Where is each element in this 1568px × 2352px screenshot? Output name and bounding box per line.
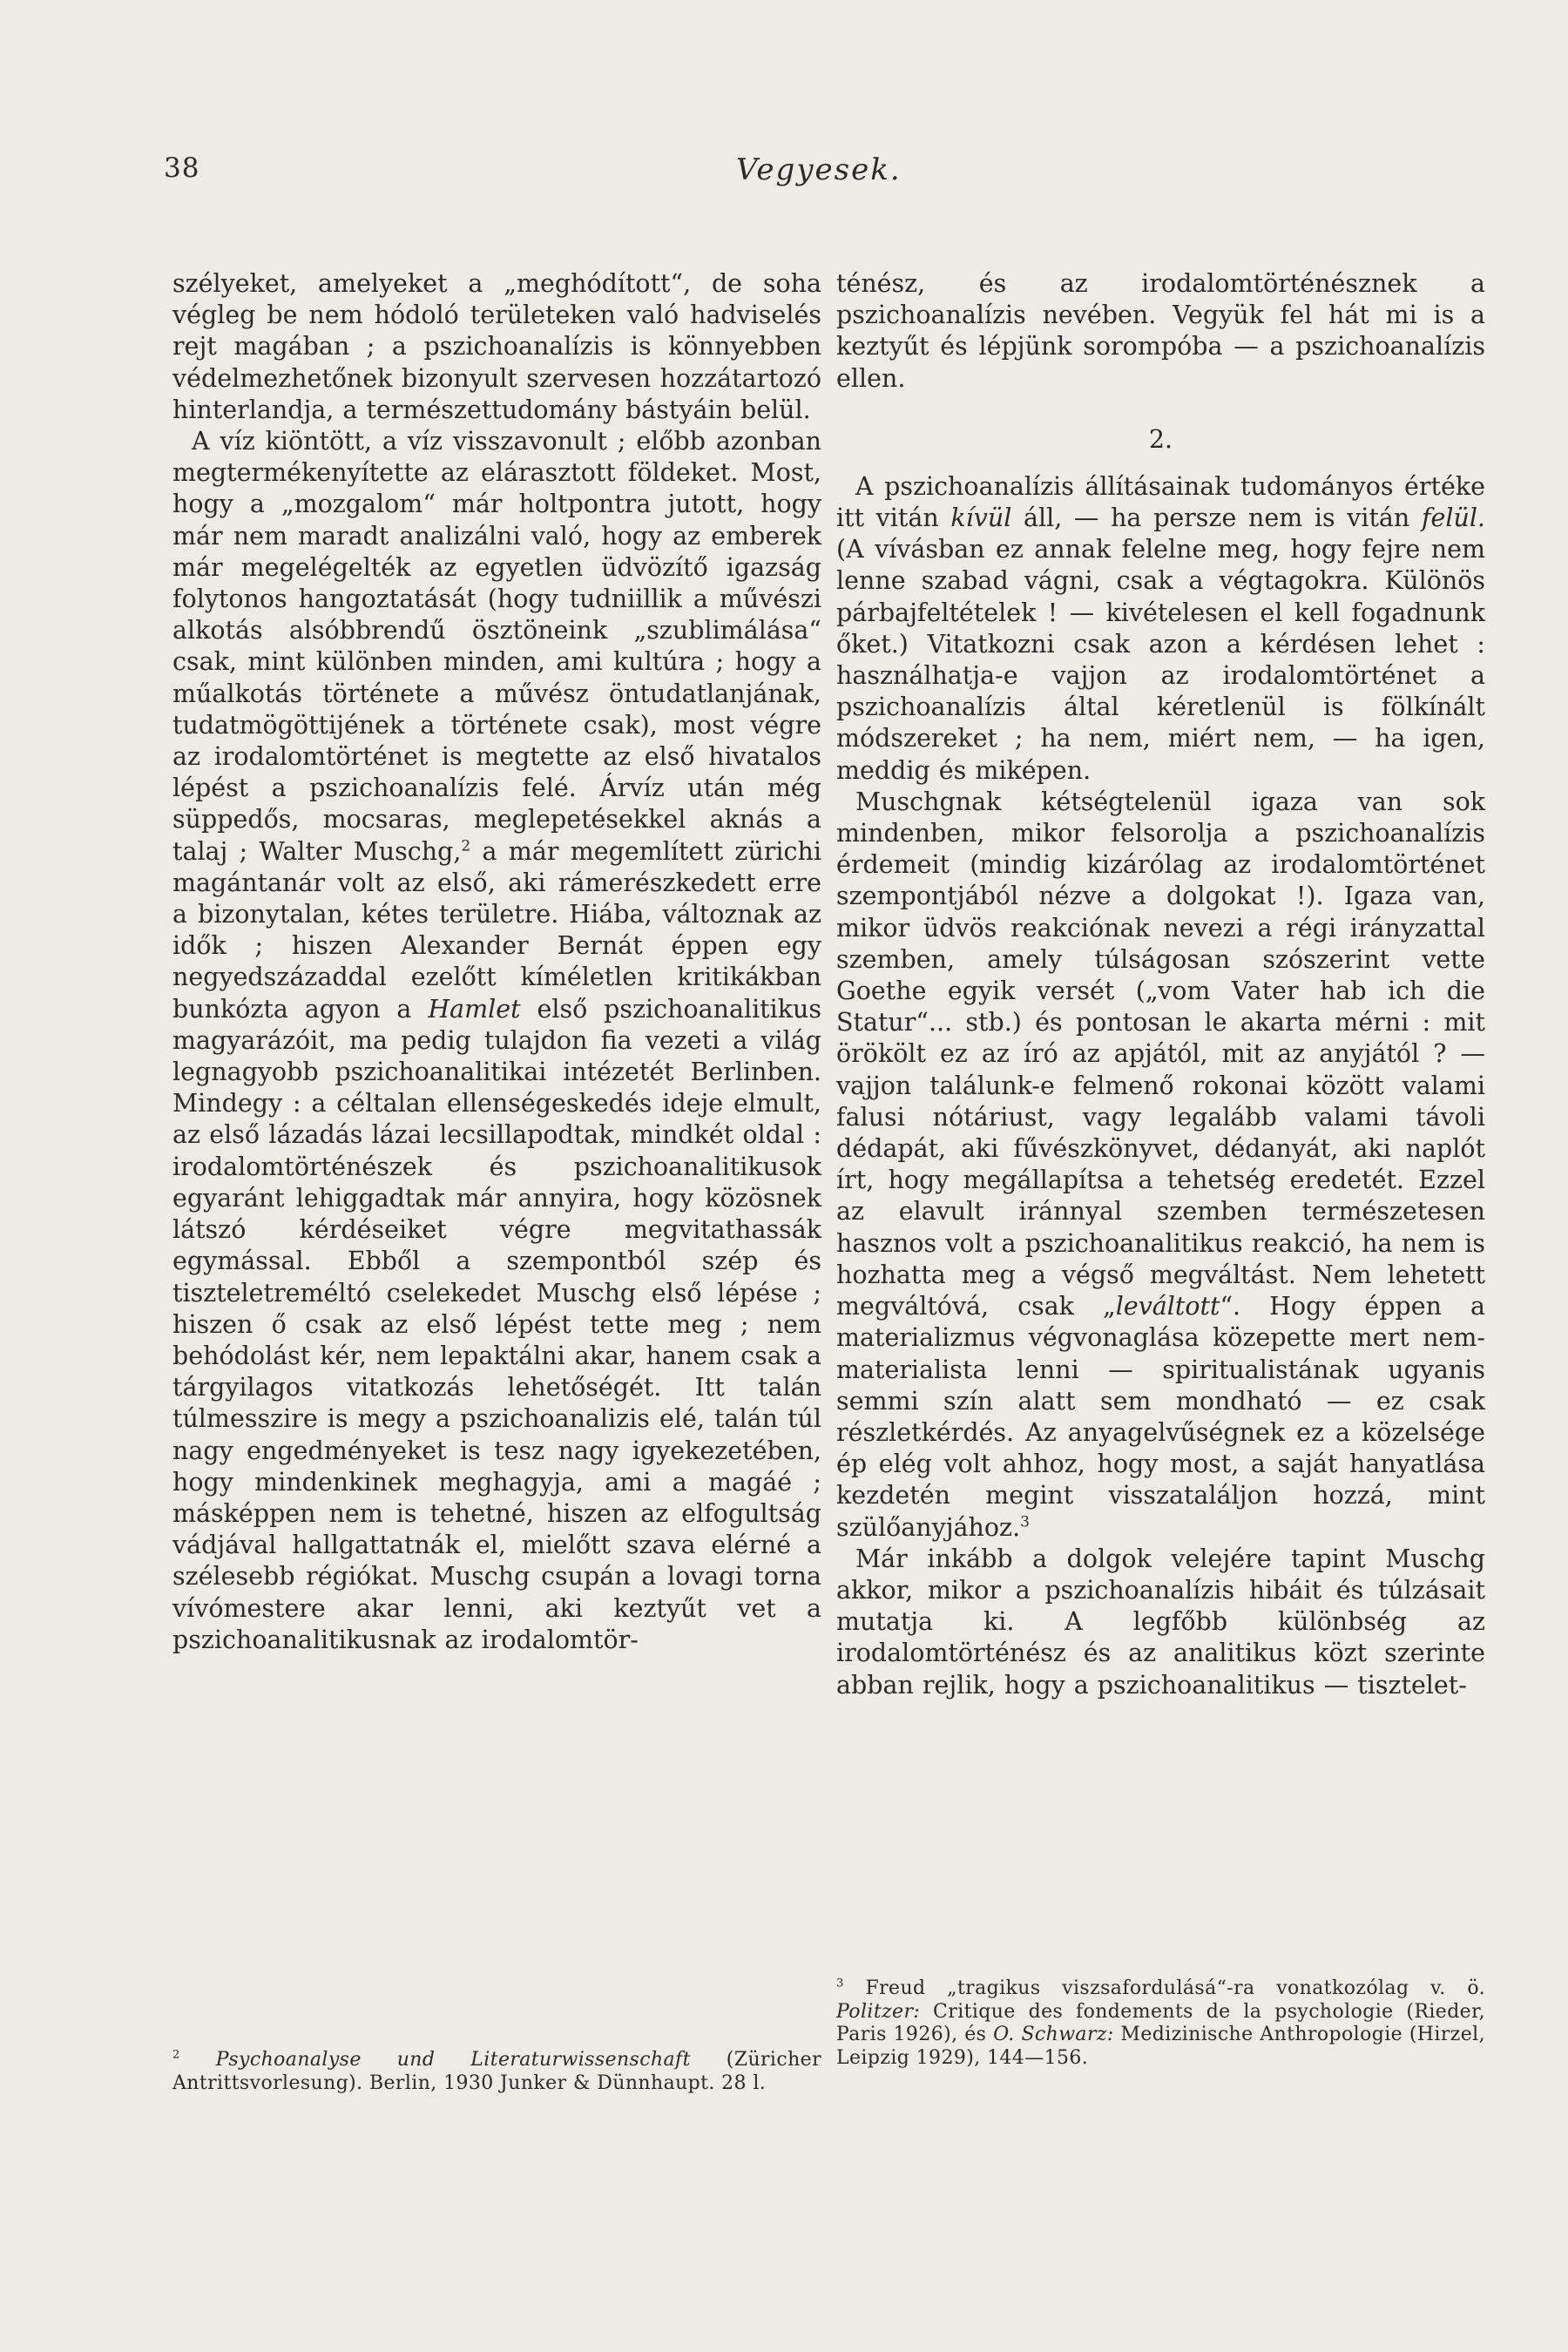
- left-column: [172, 268, 821, 1656]
- running-head: Vegyesek.: [736, 152, 902, 187]
- right-p2a-text: A pszichoanalízis állításainak tudományos értéke itt vitán: [836, 471, 1485, 533]
- footnote-3-italic-2: O. Schwarz:: [993, 2024, 1114, 2045]
- footnote-3-mark: 3: [836, 1977, 844, 1990]
- footnote-3-text-2: Critique des fondements de la psychologie (Rieder, Paris 1926), és: [836, 2000, 1485, 2045]
- footnote-3-italic-1: Politzer:: [836, 2000, 921, 2023]
- left-paragraph-2: [172, 426, 821, 1656]
- page-number: 38: [164, 152, 200, 184]
- section-number: 2.: [1148, 424, 1173, 454]
- footnote-2-mark: 2: [172, 2048, 180, 2062]
- footnote-3-text-1: Freud „tragikus viszsafordulásá“-ra vonatkozólag v. ö.: [843, 1977, 1485, 1999]
- right-p1-text: ténész, és az irodalomtörténésznek a pszichoanalízis nevében. Vegyük fel hát mi is a keztyűt és lépjünk sorompóba — a pszichoanalízis ellen.: [836, 269, 1485, 393]
- footnote-2: [172, 2049, 821, 2095]
- footnote-ref-3: 3: [1020, 1513, 1031, 1531]
- footnote-3: [836, 1977, 1485, 2070]
- right-p2b-text: áll, — ha persze nem is vitán: [1011, 504, 1422, 533]
- right-p3b-text: “. Hogy éppen a materializmus végvonaglása közepette mert nem-materialista lenni — spiritualistának ugyanis semmi szín alatt sem mondható — ez csak részletkérdés. Az anyagelvűségnek ez a közelsége ép elég volt ahhoz, hogy most, a saját hanyatlása kezdetén megint visszataláljon hozzá, mint szülőanyjához.: [836, 1292, 1485, 1542]
- right-p4-text: Már inkább a dolgok velejére tapint Muschg akkor, mikor a pszichoanalízis hibáit és túlzásait mutatja ki. A legfőbb különbség az irodalomtörténész és az analitikus közt szerinte abban rejlik, hogy a pszichoanalitikus — tisztelet-: [836, 1544, 1485, 1700]
- right-paragraph-1: [836, 268, 1485, 395]
- left-p2b-text: a már megemlített zürichi magántanár volt az első, aki rámerészkedett erre a bizonytalan, kétes területre. Hiába, változnak az idők ; hiszen Alexander Bernát éppen egy negyedszázaddal ezelőtt kíméletlen kritikákban bunkózta agyon a: [172, 836, 821, 1024]
- right-p3-italic: leváltott: [1115, 1292, 1220, 1321]
- hamlet-italic: Hamlet: [428, 994, 521, 1024]
- footnote-3-text-3: Medizinische Anthropologie (Hirzel, Leipzig 1929), 144—156.: [836, 2024, 1485, 2069]
- right-paragraph-4: [836, 1544, 1485, 1701]
- left-p2c-text: első pszichoanalitikus magyarázóit, ma pedig tulajdon fia vezeti a világ legnagyobb pszichoanalitikai intézetét Berlinben. Mindegy : a céltalan ellenségeskedés ideje elmult, az első lázadás lázai lecsillapodtak, mindkét oldal : irodalomtörténészek és pszichoanalitikusok egyaránt lehiggadtak már annyira, hogy közösnek látszó kérdéseiket végre megvitathassák egymással. Ebből a szempontból szép és tiszteletreméltó cselekedet Muschg első lépése ; hiszen ő csak az első lépést tette meg ; nem behódolást kér, nem lepaktálni akar, hanem csak a tárgyilagos vitatkozás lehetőségét. Itt talán túlmesszire is megy a pszichoanalizis elé, talán túl nagy engedményeket is tesz nagy igyekezetében, hogy mindenkinek meghagyja, ami a magáé ; másképpen nem is tehetné, hiszen az elfogultság vádjával hallgattatnák el, mielőtt szava elérné a szélesebb régiókat. Muschg csupán a lovagi torna vívómestere akar lenni, aki keztyűt vet a pszichoanalitikusnak az irodalomtör-: [172, 994, 821, 1654]
- right-paragraph-2: [836, 471, 1485, 787]
- right-p2-italic-1: kívül: [950, 504, 1012, 533]
- left-paragraph-1: [172, 268, 821, 426]
- footnote-2-rest: (Züricher Antrittsvorlesung). Berlin, 1930 Junker & Dünnhaupt. 28 l.: [172, 2049, 821, 2094]
- footnote-2-title: Psychoanalyse und Literaturwissenschaft: [215, 2049, 691, 2071]
- footnote-ref-2: 2: [461, 837, 471, 855]
- right-paragraph-3: [836, 787, 1485, 1544]
- right-p2c-text: (A vívásban ez annak felelne meg, hogy fejre nem lenne szabad vágni, csak a végtagokra. Különös párbajfeltételek ! — kivételesen el kell fogadnunk őket.) Vitatkozni csak azon a kérdésen lehet : használhatja-e vajjon az irodalomtörténet a pszichoanalízis által kéretlenül is fölkínált módszereket ; ha nem, miért nem, — ha igen, meddig és miképen.: [836, 535, 1485, 785]
- left-p1-text: szélyeket, amelyeket a „meghódított“, de soha végleg be nem hódoló területeken való hadviselés rejt magában ; a pszichoanalízis is könnyebben védelmezhetőnek bizonyult szervesen hozzátartozó hinterlandja, a természettudomány bástyáin belül.: [172, 269, 821, 424]
- right-p2-italic-2: felül.: [1421, 504, 1485, 533]
- right-p3a-text: Muschgnak kétségtelenül igaza van sok mindenben, mikor felsorolja a pszichoanalízis érdemeit (mindig kizárólag az irodalomtörténet szempontjából nézve a dolgokat !). Igaza van, mikor üdvös reakciónak nevezi a régi irányzattal szemben, amely túlságosan szószerint vette Goethe egyik versét („vom Vater hab ich die Statur“... stb.) és pontosan le akarta mérni : mit örökölt ez az író az apjától, mit az anyjától ? — vajjon találunk-e felmenő rokonai között valami falusi nótáriust, vagy legalább valami távoli dédapát, aki fűvészkönyvet, dédanyát, aki naplót írt, hogy megállapítsa a tehetség eredetét. Ezzel az elavult iránnyal szemben természetesen hasznos volt a pszichoanalitikus reakció, ha nem is hozhatta meg a végső megváltást. Nem lehetett megváltóvá, csak „: [836, 787, 1485, 1321]
- right-column: [836, 268, 1485, 1701]
- left-p2a-text: A víz kiöntött, a víz visszavonult ; előbb azonban megtermékenyítette az elárasztott földeket. Most, hogy a „mozgalom“ már holtpontra jutott, hogy már nem maradt analizálni való, hogy az emberek már megelégelték az egyetlen üdvözítő igazság folytonos hangoztatását (hogy tudniillik a művészi alkotás alsóbbrendű ösztöneink „szublimálása“ csak, mint különben minden, ami kultúra ; hogy a műalkotás története a művész öntudatlanjának, tudatmögöttijének a története csak), most végre az irodalomtörténet is megtette az első hivatalos lépést a pszichoanalízis felé. Árvíz után még süppedős, mocsaras, meglepetésekkel aknás a talaj ; Walter Muschg,: [172, 427, 821, 866]
